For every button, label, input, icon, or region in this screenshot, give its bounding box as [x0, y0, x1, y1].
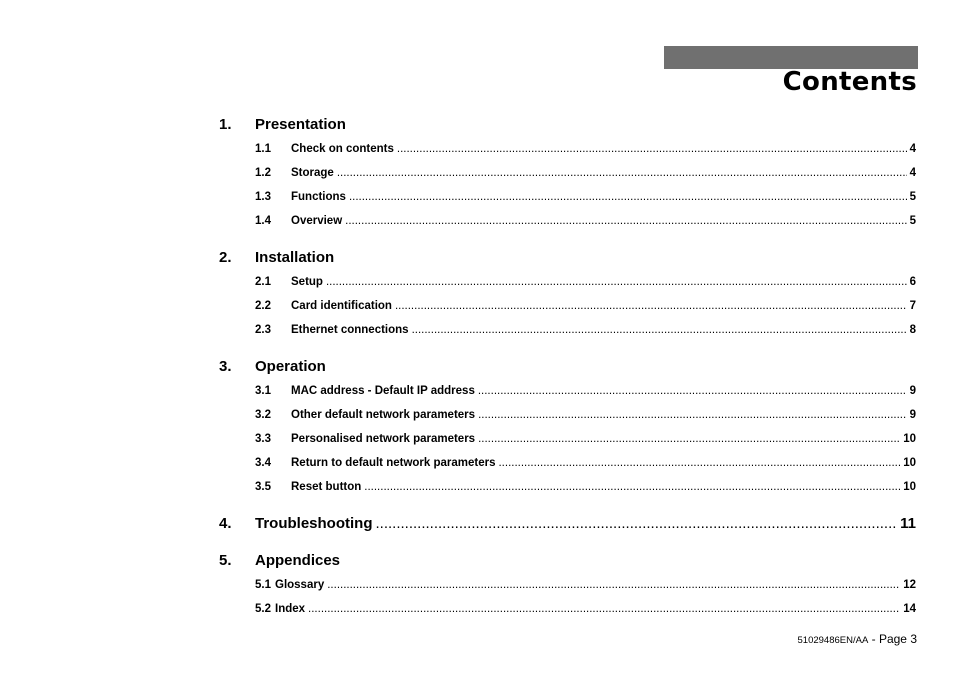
entry-title: Index	[275, 603, 306, 615]
entry-title: Ethernet connections	[291, 324, 409, 336]
dot-leader	[364, 481, 900, 493]
entry-title: Storage	[291, 167, 334, 179]
entry-title: Other default network parameters	[291, 409, 476, 421]
dot-leader	[376, 515, 898, 532]
section-number: 1.	[219, 116, 232, 133]
dot-leader	[308, 603, 900, 615]
entry-page: 12	[903, 579, 916, 591]
toc-entry[interactable]	[255, 215, 916, 227]
toc-entry[interactable]	[255, 433, 916, 445]
toc-entry[interactable]	[255, 457, 916, 469]
entry-number: 3.1	[255, 385, 271, 397]
toc-entry[interactable]	[255, 579, 916, 591]
entry-title: Setup	[291, 276, 323, 288]
toc-entry[interactable]	[255, 167, 916, 179]
page-number: - Page 3	[871, 632, 917, 646]
dot-leader	[412, 324, 907, 336]
entry-title: Functions	[291, 191, 346, 203]
entry-title: Return to default network parameters	[291, 457, 496, 469]
section-title[interactable]: Appendices	[255, 552, 341, 569]
entry-number: 1.3	[255, 191, 271, 203]
entry-title: Reset button	[291, 481, 362, 493]
dot-leader	[478, 409, 907, 421]
entry-title: Personalised network parameters	[291, 433, 476, 445]
section-number: 3.	[219, 358, 232, 375]
toc-entry[interactable]	[255, 191, 916, 203]
entry-title: Card identification	[291, 300, 392, 312]
entry-page: 6	[909, 276, 916, 288]
entry-number: 1.2	[255, 167, 271, 179]
entry-page: 5	[909, 191, 916, 203]
entry-page: 9	[909, 409, 916, 421]
entry-number: 5.2	[255, 603, 271, 615]
dot-leader	[478, 433, 900, 445]
dot-leader	[397, 143, 907, 155]
page-footer	[798, 632, 918, 646]
entry-title: Overview	[291, 215, 343, 227]
entry-number: 1.4	[255, 215, 271, 227]
toc-entry[interactable]	[255, 276, 916, 288]
dot-leader	[345, 215, 906, 227]
section-title[interactable]: Installation	[255, 249, 335, 266]
entry-page: 7	[909, 300, 916, 312]
entry-number: 5.1	[255, 579, 271, 591]
section-number: 2.	[219, 249, 232, 266]
toc-section-entry[interactable]	[219, 515, 916, 532]
section-title[interactable]: Presentation	[255, 116, 346, 133]
dot-leader	[337, 167, 907, 179]
entry-number: 3.5	[255, 481, 271, 493]
entry-number: 2.1	[255, 276, 271, 288]
document-code: 51029486EN/AA	[797, 635, 869, 646]
toc-entry[interactable]	[255, 481, 916, 493]
dot-leader	[327, 579, 900, 591]
entry-page: 10	[903, 457, 916, 469]
section-page: 11	[900, 515, 916, 532]
section-number: 4.	[219, 515, 232, 532]
entry-page: 4	[909, 167, 916, 179]
section-number: 5.	[219, 552, 232, 569]
dot-leader	[395, 300, 907, 312]
toc-entry[interactable]	[255, 143, 916, 155]
entry-number: 2.2	[255, 300, 271, 312]
entry-page: 10	[903, 481, 916, 493]
section-title: Troubleshooting	[255, 515, 373, 532]
entry-number: 3.3	[255, 433, 271, 445]
dot-leader	[326, 276, 907, 288]
entry-number: 1.1	[255, 143, 271, 155]
dot-leader	[498, 457, 900, 469]
entry-page: 5	[909, 215, 916, 227]
entry-title: MAC address - Default IP address	[291, 385, 475, 397]
toc-entry[interactable]	[255, 385, 916, 397]
toc-entry[interactable]	[255, 300, 916, 312]
entry-page: 8	[909, 324, 916, 336]
section-title[interactable]: Operation	[255, 358, 326, 375]
entry-title: Check on contents	[291, 143, 394, 155]
toc-entry[interactable]	[255, 324, 916, 336]
entry-title: Glossary	[275, 579, 325, 591]
dot-leader	[478, 385, 907, 397]
entry-number: 2.3	[255, 324, 271, 336]
toc-entry[interactable]	[255, 603, 916, 615]
entry-page: 4	[909, 143, 916, 155]
entry-page: 10	[903, 433, 916, 445]
entry-page: 14	[903, 603, 916, 615]
entry-page: 9	[909, 385, 916, 397]
dot-leader	[349, 191, 907, 203]
entry-number: 3.2	[255, 409, 271, 421]
page-title: Contents	[782, 67, 917, 97]
entry-number: 3.4	[255, 457, 271, 469]
toc-entry[interactable]	[255, 409, 916, 421]
